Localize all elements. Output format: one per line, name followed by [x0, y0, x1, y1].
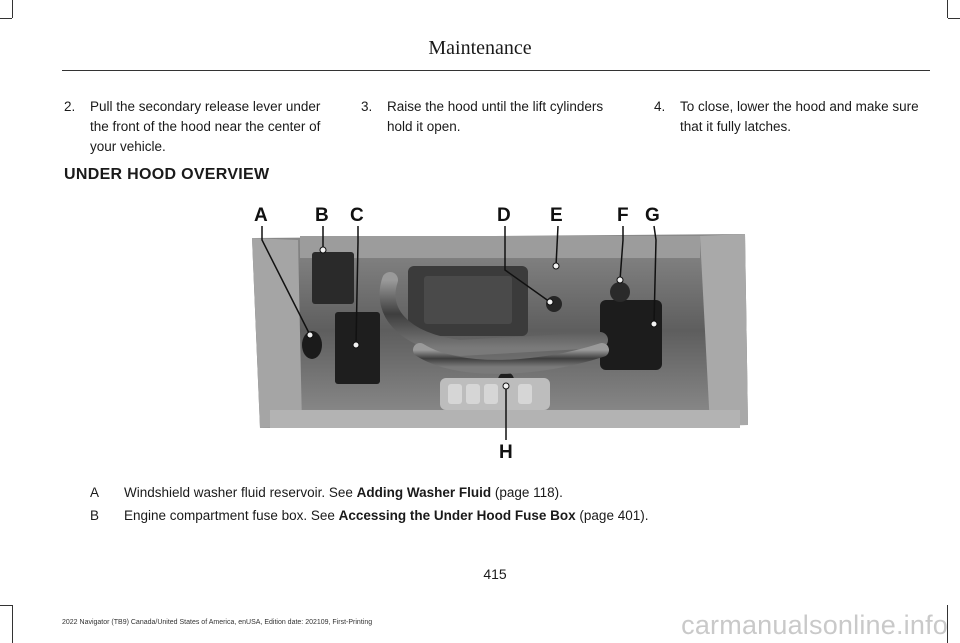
callout-label-c: C — [350, 205, 364, 226]
legend-letter: B — [90, 508, 100, 523]
legend-page-ref: (page 118). — [491, 485, 563, 500]
step-text: Pull the secondary release lever under the front of the hood near the center of your vehicle. — [90, 99, 321, 154]
crop-mark — [12, 0, 13, 18]
step-text: Raise the hood until the lift cylinders hold it open. — [387, 99, 604, 134]
step-text: To close, lower the hood and make sure that it fully latches. — [680, 99, 919, 134]
front-bumper-area — [270, 410, 740, 428]
crop-mark — [947, 0, 948, 18]
air-filter-box — [600, 300, 662, 370]
engine-cover-ribs — [424, 276, 512, 324]
step-number: 4. — [654, 99, 666, 114]
cowl — [300, 236, 700, 258]
step-number: 2. — [64, 99, 76, 114]
legend-link[interactable]: Accessing the Under Hood Fuse Box — [338, 508, 576, 523]
step-3 — [361, 97, 631, 137]
legend-link[interactable]: Adding Washer Fluid — [356, 485, 492, 500]
step-number: 3. — [361, 99, 373, 114]
callout-label-g: G — [645, 205, 660, 226]
crop-mark — [12, 605, 13, 643]
callout-label-b: B — [315, 205, 329, 226]
legend-letter: A — [90, 485, 100, 500]
crop-mark — [948, 18, 960, 19]
header-divider — [62, 70, 930, 71]
legend-description — [124, 485, 563, 500]
callout-label-f: F — [617, 205, 629, 226]
page-number: 415 — [483, 566, 507, 582]
page-title: Maintenance — [428, 37, 532, 59]
step-2 — [64, 97, 334, 157]
legend-text: Windshield washer fluid reservoir. See — [124, 485, 357, 500]
watermark: carmanualsonline.info — [681, 610, 948, 640]
crop-mark — [0, 605, 12, 606]
brake-reservoir-shape — [610, 282, 630, 302]
legend-text: Engine compartment fuse box. See — [124, 508, 339, 523]
fuse-box-shape — [312, 252, 354, 304]
legend-page-ref: (page 401). — [575, 508, 649, 523]
legend-description — [124, 508, 648, 523]
callout-label-a: A — [254, 205, 268, 226]
callout-label-h: H — [499, 442, 513, 463]
crop-mark — [0, 18, 12, 19]
under-hood-figure — [240, 200, 760, 465]
footer-edition-info: 2022 Navigator (TB9) Canada/United States of America, enUSA, Edition date: 202109, First-Printing — [62, 619, 373, 626]
intercooler-fins — [448, 384, 532, 404]
callout-label-d: D — [497, 205, 511, 226]
fender-left — [252, 238, 302, 428]
step-4 — [654, 97, 924, 137]
callout-label-e: E — [550, 205, 563, 226]
section-heading: UNDER HOOD OVERVIEW — [64, 166, 270, 183]
